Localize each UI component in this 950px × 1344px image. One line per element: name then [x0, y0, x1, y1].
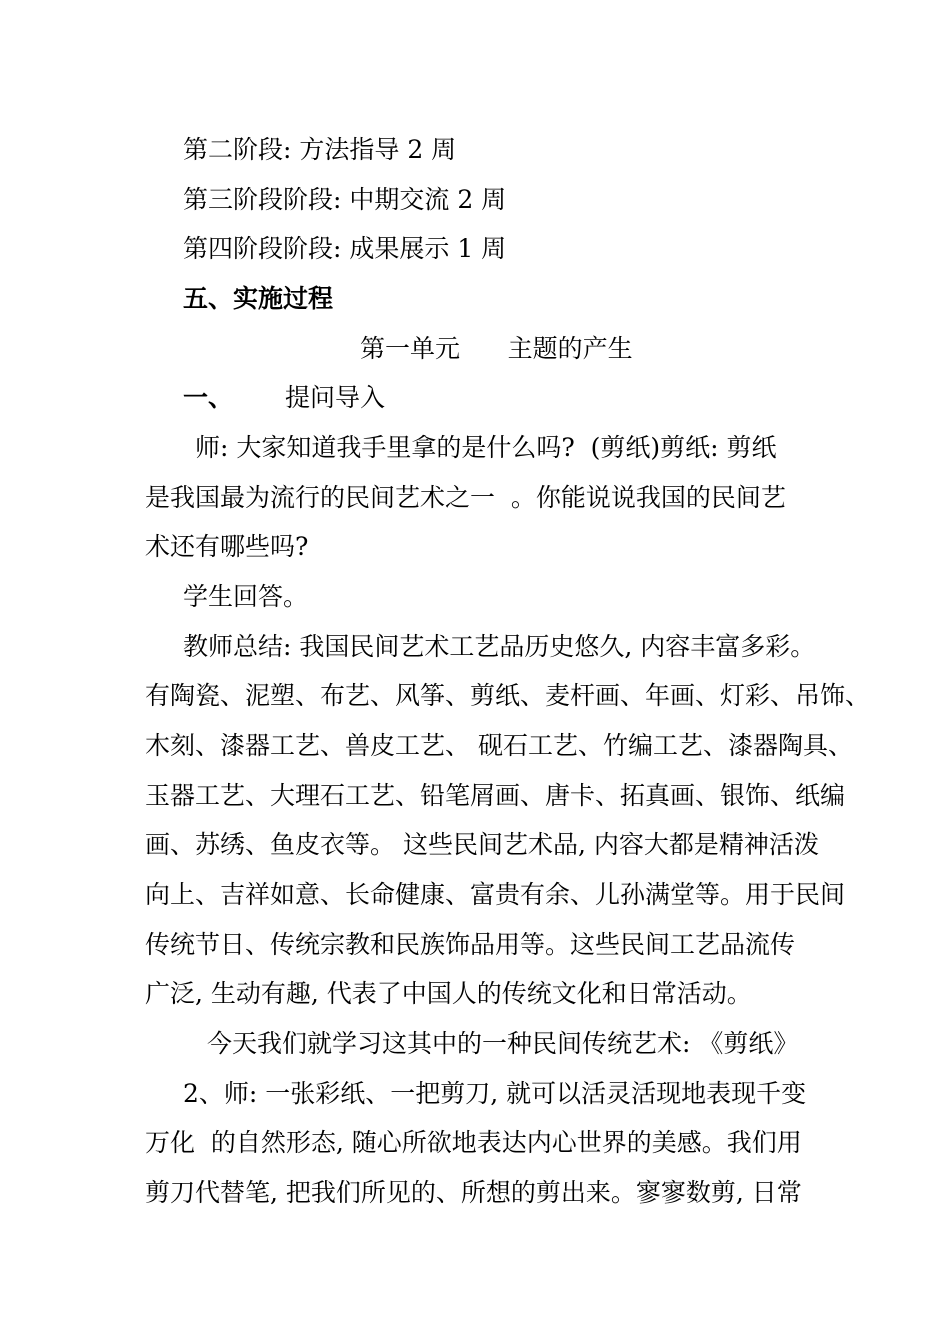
body-line: 教师总结: 我国民间艺术工艺品历史悠久, 内容丰富多彩。	[183, 632, 816, 661]
body-line: 传统节日、传统宗教和民族饰品用等。这些民间工艺品流传	[145, 930, 796, 959]
body-line: 是我国最为流行的民间艺术之一 。你能说说我国的民间艺	[145, 483, 786, 512]
body-line: 今天我们就学习这其中的一种民间传统艺术: 《剪纸》	[207, 1029, 799, 1058]
unit-title: 第一单元 主题的产生	[360, 334, 633, 363]
subheading-number: 一、	[183, 383, 234, 412]
stage-line-4: 第四阶段阶段: 成果展示 1 周	[183, 234, 507, 263]
body-line: 学生回答。	[183, 582, 309, 611]
body-line: 师: 大家知道我手里拿的是什么吗? (剪纸)剪纸: 剪纸	[195, 433, 777, 462]
body-line: 术还有哪些吗?	[145, 532, 309, 561]
stage-line-3: 第三阶段阶段: 中期交流 2 周	[183, 185, 507, 214]
section-heading: 五、实施过程	[183, 284, 334, 313]
body-line: 有陶瓷、泥塑、布艺、风筝、剪纸、麦杆画、年画、灯彩、吊饰、	[145, 681, 871, 710]
body-line: 向上、吉祥如意、长命健康、富贵有余、儿孙满堂等。用于民间	[145, 880, 846, 909]
body-line: 木刻、漆器工艺、兽皮工艺、 砚石工艺、竹编工艺、漆器陶具、	[145, 731, 853, 760]
body-line: 画、苏绣、鱼皮衣等。 这些民间艺术品, 内容大都是精神活泼	[145, 830, 819, 859]
body-line: 玉器工艺、大理石工艺、铅笔屑画、唐卡、拓真画、银饰、纸编	[145, 781, 846, 810]
body-line: 万化 的自然形态, 随心所欲地表达内心世界的美感。我们用	[145, 1128, 802, 1157]
body-line: 剪刀代替笔, 把我们所见的、所想的剪出来。寥寥数剪, 日常	[145, 1178, 802, 1207]
subheading-text: 提问导入	[285, 383, 386, 412]
stage-line-2: 第二阶段: 方法指导 2 周	[183, 135, 457, 164]
body-line: 广泛, 生动有趣, 代表了中国人的传统文化和日常活动。	[145, 979, 752, 1008]
body-line: 2、师: 一张彩纸、一把剪刀, 就可以活灵活现地表现千变	[183, 1079, 807, 1108]
